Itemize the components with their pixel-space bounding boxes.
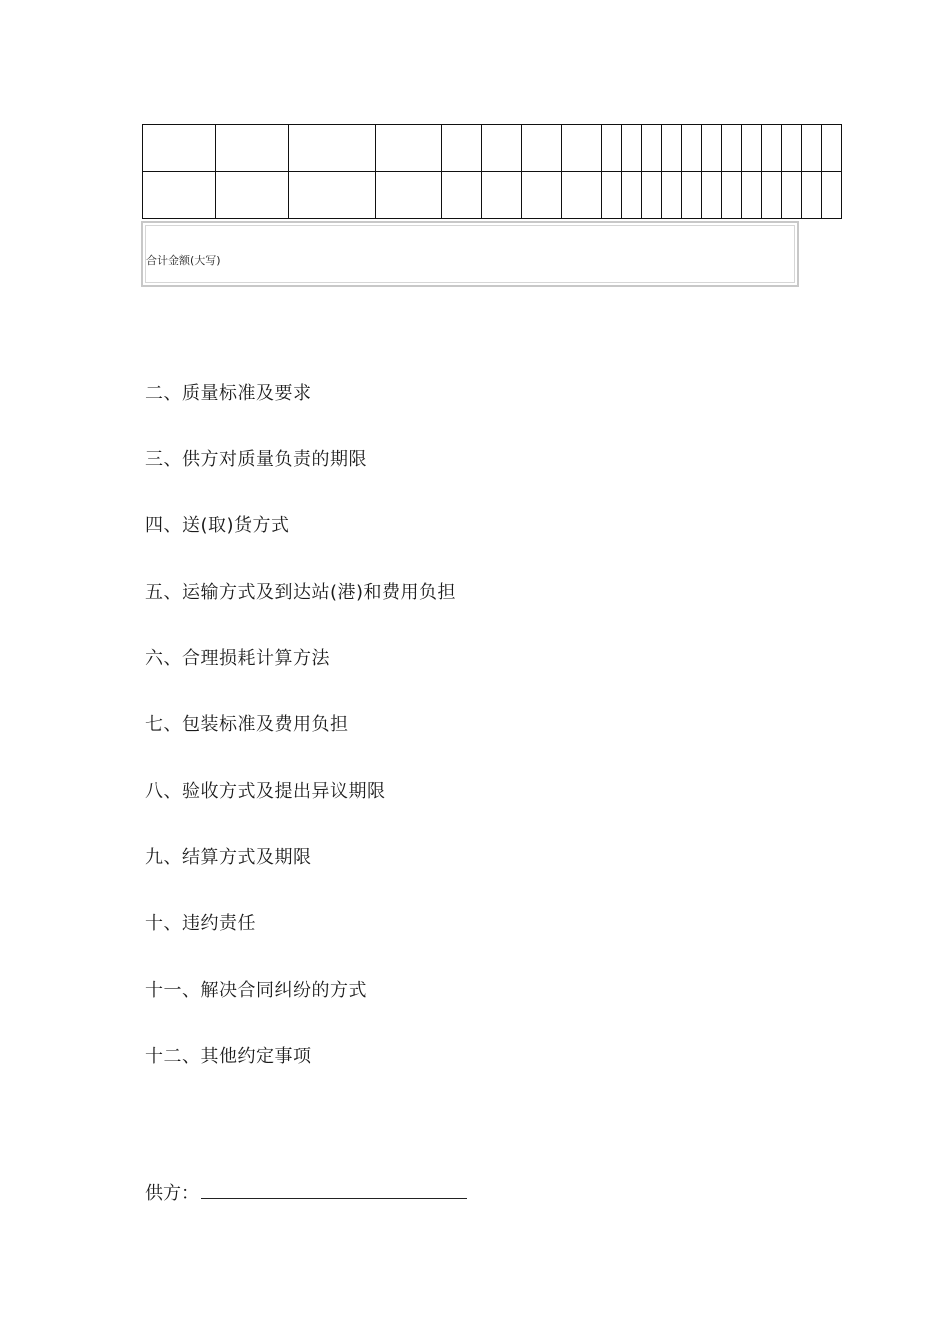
table-cell[interactable] (742, 172, 762, 219)
table-cell[interactable] (762, 125, 782, 172)
table-cell[interactable] (822, 172, 842, 219)
section-delivery-method: 四、送(取)货方式 (145, 515, 290, 536)
table-cell[interactable] (522, 172, 562, 219)
table-cell[interactable] (702, 125, 722, 172)
table-cell[interactable] (802, 172, 822, 219)
table-cell[interactable] (289, 125, 376, 172)
section-quality-standards: 二、质量标准及要求 (145, 383, 312, 404)
supplier-signature-line[interactable] (201, 1180, 467, 1199)
table-cell[interactable] (442, 125, 482, 172)
section-settlement: 九、结算方式及期限 (145, 847, 312, 868)
table-row (143, 125, 842, 172)
table-cell[interactable] (143, 125, 216, 172)
table-cell[interactable] (702, 172, 722, 219)
supplier-signature (145, 1180, 467, 1206)
table-cell[interactable] (522, 125, 562, 172)
table-cell[interactable] (562, 172, 602, 219)
supplier-label: 供方： (145, 1183, 199, 1204)
table-cell[interactable] (143, 172, 216, 219)
table-cell[interactable] (622, 125, 642, 172)
table-cell[interactable] (662, 172, 682, 219)
table-cell[interactable] (216, 172, 289, 219)
table-cell[interactable] (682, 172, 702, 219)
table-cell[interactable] (376, 125, 442, 172)
section-liability: 十、违约责任 (145, 913, 256, 934)
table-cell[interactable] (376, 172, 442, 219)
table-cell[interactable] (602, 172, 622, 219)
table-cell[interactable] (762, 172, 782, 219)
table-cell[interactable] (562, 125, 602, 172)
table-cell[interactable] (662, 125, 682, 172)
table-cell[interactable] (602, 125, 622, 172)
table-cell[interactable] (482, 125, 522, 172)
section-transport: 五、运输方式及到达站(港)和费用负担 (145, 582, 457, 603)
item-table (142, 124, 842, 219)
section-inspection: 八、验收方式及提出异议期限 (145, 781, 386, 802)
table-cell[interactable] (442, 172, 482, 219)
table-cell[interactable] (722, 125, 742, 172)
total-amount-box (141, 221, 799, 287)
section-dispute: 十一、解决合同纠纷的方式 (145, 980, 367, 1001)
table-cell[interactable] (822, 125, 842, 172)
table-cell[interactable] (782, 125, 802, 172)
total-amount-inner-border (145, 225, 795, 283)
table-cell[interactable] (682, 125, 702, 172)
table-cell[interactable] (289, 172, 376, 219)
section-packaging: 七、包装标准及费用负担 (145, 714, 349, 735)
table-cell[interactable] (802, 125, 822, 172)
table-cell[interactable] (216, 125, 289, 172)
section-quality-period: 三、供方对质量负责的期限 (145, 449, 367, 470)
table-cell[interactable] (742, 125, 762, 172)
total-amount-label: 合计金额(大写) (146, 254, 221, 267)
section-other: 十二、其他约定事项 (145, 1046, 312, 1067)
table-cell[interactable] (642, 172, 662, 219)
table-cell[interactable] (722, 172, 742, 219)
section-loss-calculation: 六、合理损耗计算方法 (145, 648, 330, 669)
table-cell[interactable] (482, 172, 522, 219)
table-cell[interactable] (642, 125, 662, 172)
table-cell[interactable] (622, 172, 642, 219)
table-cell[interactable] (782, 172, 802, 219)
table-row (143, 172, 842, 219)
